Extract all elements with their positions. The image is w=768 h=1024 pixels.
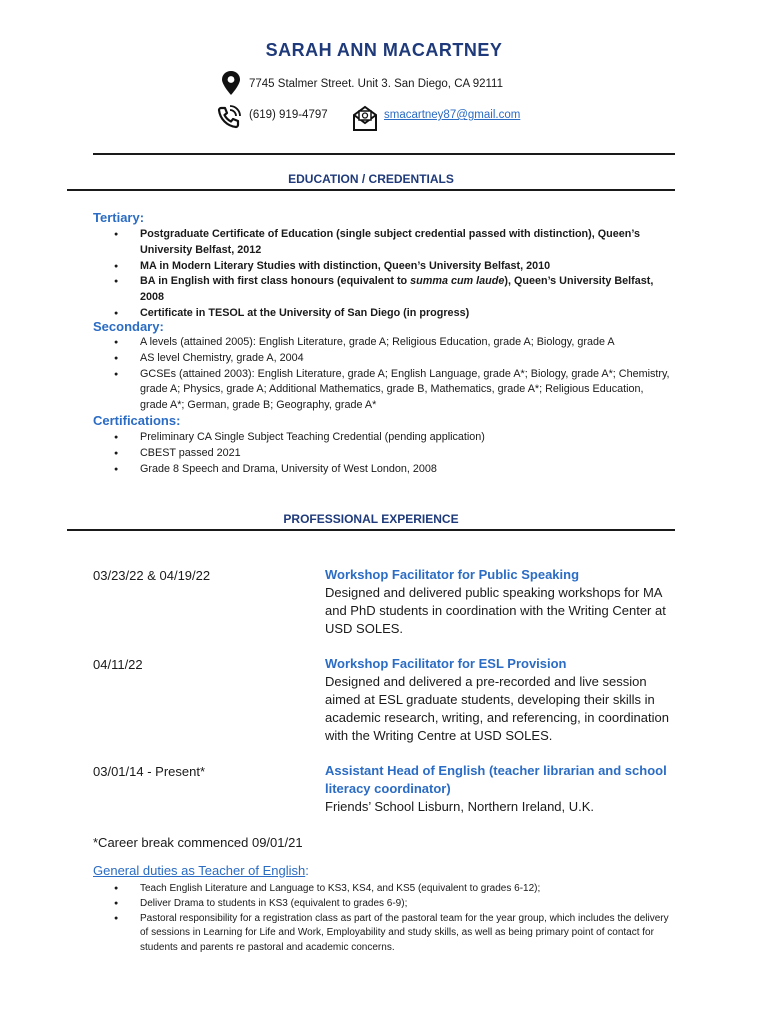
job-description: Friends’ School Lisburn, Northern Ireland, U.K.	[325, 799, 595, 814]
list-item: ● Grade 8 Speech and Drama, University of West London, 2008	[114, 462, 674, 478]
email-icon	[351, 104, 379, 132]
list-item: ● Preliminary CA Single Subject Teaching Credential (pending application)	[114, 430, 674, 446]
experience-heading: PROFESSIONAL EXPERIENCE	[283, 512, 459, 526]
secondary-heading: Secondary:	[93, 319, 164, 334]
job-title: Assistant Head of English (teacher librarian and school literacy coordinator)	[325, 763, 667, 796]
general-duties-label: General duties as Teacher of English	[93, 863, 306, 878]
header-divider	[93, 153, 675, 155]
certifications-heading: Certifications:	[93, 413, 181, 428]
phone-number: (619) 919-4797	[249, 109, 328, 121]
list-item: ● A levels (attained 2005): English Literature, grade A; Religious Education, grade A; Biology, grade A	[114, 335, 674, 351]
candidate-name: SARAH ANN MACARTNEY	[265, 40, 503, 60]
job-title: Workshop Facilitator for ESL Provision	[325, 656, 567, 671]
secondary-list	[114, 335, 674, 414]
career-break-note: *Career break commenced 09/01/21	[93, 835, 303, 850]
tertiary-heading: Tertiary:	[93, 210, 145, 225]
map-pin-icon	[222, 71, 240, 95]
phone-icon	[216, 104, 242, 130]
job-title: Workshop Facilitator for Public Speaking	[325, 567, 580, 582]
experience-divider	[67, 529, 675, 531]
job-description: Designed and delivered public speaking workshops for MA and PhD students in coordination with the Writing Center at USD SOLES.	[325, 585, 666, 636]
list-item: ● Pastoral responsibility for a registration class as part of the pastoral team for the year group, which includes the delivery of sessions in Learning for Life and Work, Employability and study skills, as well as being primary point of contact for students and parents re pastoral and academic concerns.	[114, 912, 674, 956]
address: 7745 Stalmer Street. Unit 3. San Diego, CA 92111	[249, 78, 503, 90]
list-item: ● AS level Chemistry, grade A, 2004	[114, 351, 674, 367]
job-description: Designed and delivered a pre-recorded and live session aimed at ESL graduate students, developing their skills in academic research, writing, and referencing, in coordination with the Writing Centre at USD SOLES.	[325, 674, 669, 743]
general-duties-heading	[93, 863, 309, 878]
education-divider	[67, 189, 675, 191]
certifications-list	[114, 430, 674, 477]
list-item: ● Certificate in TESOL at the University of San Diego (in progress)	[114, 306, 674, 322]
job-date: 03/23/22 & 04/19/22	[93, 568, 211, 583]
education-heading: EDUCATION / CREDENTIALS	[288, 172, 454, 186]
tertiary-list	[114, 227, 674, 322]
list-item: ● Deliver Drama to students in KS3 (equivalent to grades 6-9);	[114, 897, 674, 912]
list-item: ● CBEST passed 2021	[114, 446, 674, 462]
list-item: ● Teach English Literature and Language to KS3, KS4, and KS5 (equivalent to grades 6-12);	[114, 882, 674, 897]
list-item: ● MA in Modern Literary Studies with distinction, Queen’s University Belfast, 2010	[114, 259, 674, 275]
duties-list	[114, 882, 674, 956]
general-duties-colon: :	[305, 863, 309, 878]
list-item: ● Postgraduate Certificate of Education (single subject credential passed with distinction), Queen’s University Belfast, 2012	[114, 227, 674, 259]
list-item: ● BA in English with first class honours (equivalent to summa cum laude), Queen’s University Belfast, 2008	[114, 274, 674, 306]
list-item: ● GCSEs (attained 2003): English Literature, grade A; English Language, grade A*; Biology, grade A*; Chemistry, grade A; Physics, grade A; Additional Mathematics, grade B, Mathematics, grade A*; Religious Education, grade A*; German, grade B; Geography, grade A*	[114, 367, 674, 414]
job-date: 03/01/14 - Present*	[93, 764, 206, 779]
job-date: 04/11/22	[93, 657, 143, 672]
email-link[interactable]: smacartney87@gmail.com	[384, 109, 521, 121]
